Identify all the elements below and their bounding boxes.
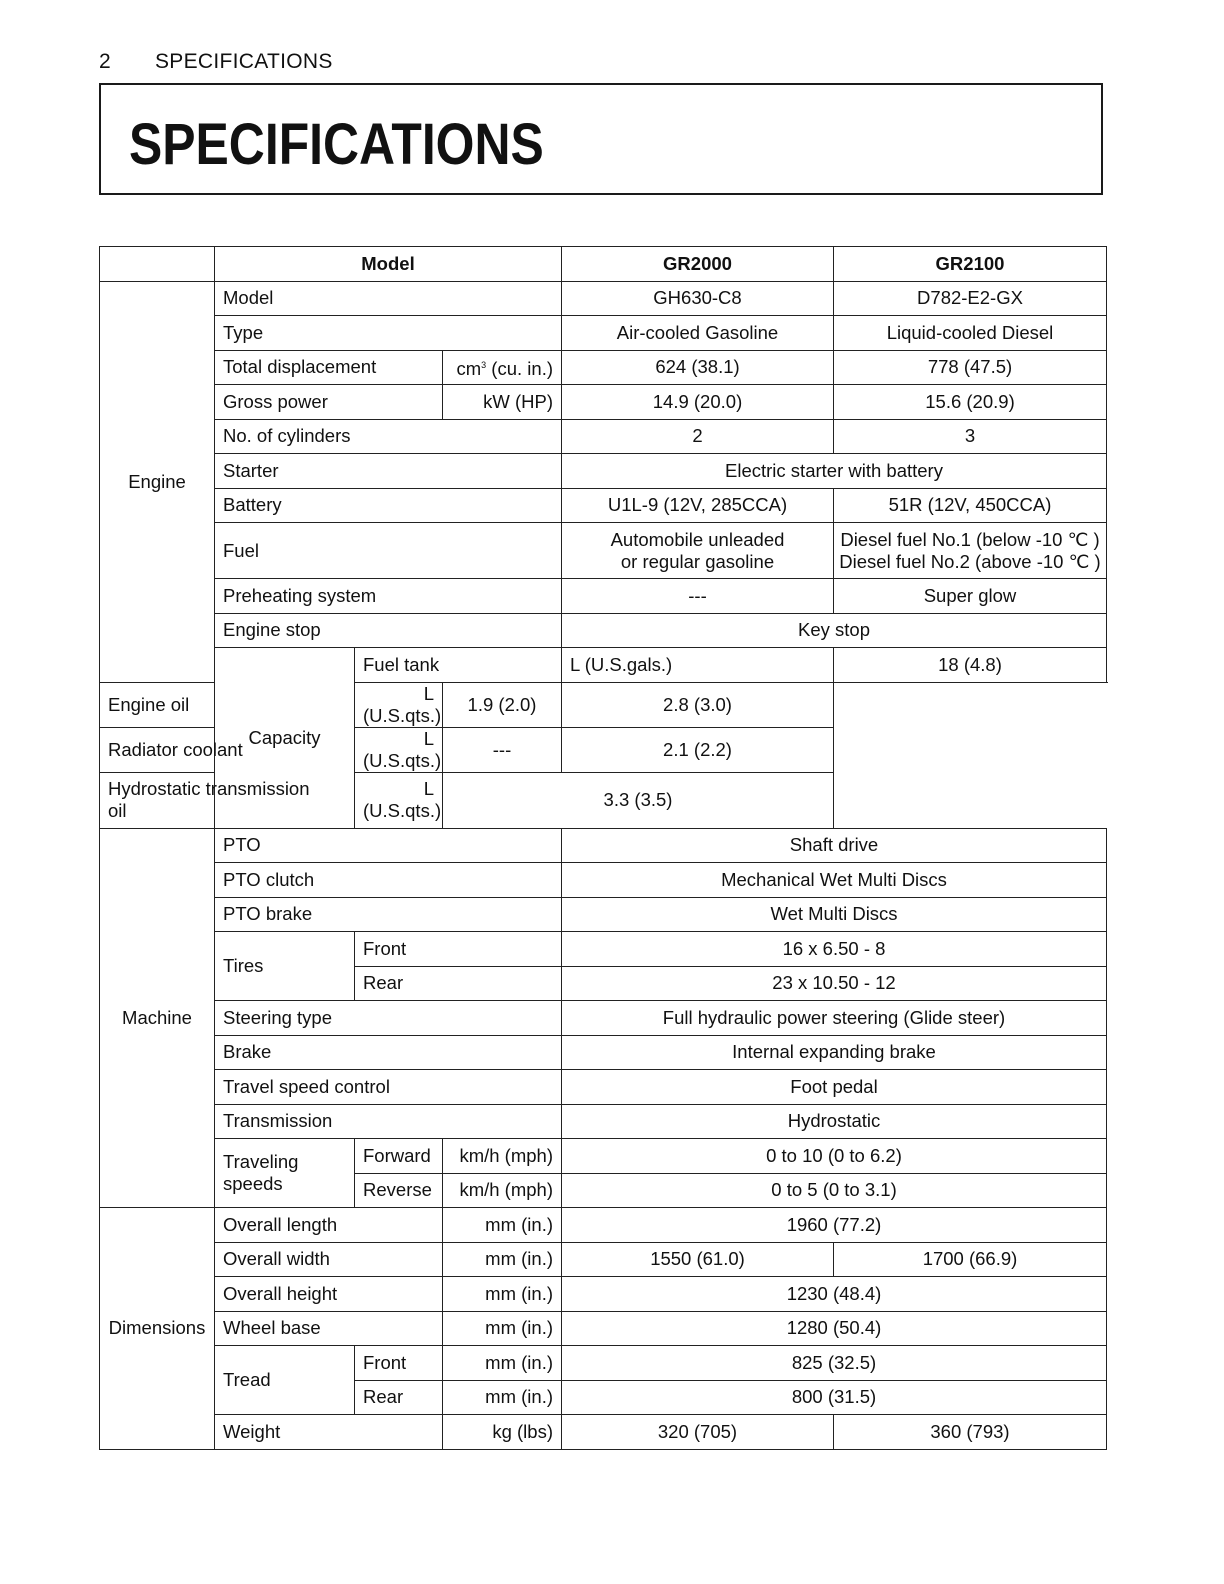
header-blank [100, 247, 215, 282]
cell-value: 1700 (66.9) [834, 1242, 1107, 1277]
cell-value: 3 [834, 419, 1107, 454]
header-gr2000: GR2000 [562, 247, 834, 282]
specifications-table [99, 246, 1107, 1450]
header-gr2100: GR2100 [834, 247, 1107, 282]
table-row [100, 488, 1107, 523]
cell-value: Shaft drive [562, 828, 1107, 863]
table-row [100, 1001, 1107, 1036]
row-label: Traveling speeds [215, 1139, 355, 1208]
cell-value: Mechanical Wet Multi Discs [562, 863, 1107, 898]
cell-value: 15.6 (20.9) [834, 385, 1107, 420]
table-row [100, 316, 1107, 351]
running-header [99, 50, 333, 74]
cell-value: 51R (12V, 450CCA) [834, 488, 1107, 523]
row-label: Overall length [215, 1208, 443, 1243]
row-label: Brake [215, 1035, 562, 1070]
group-machine: Machine [100, 828, 215, 1208]
table-row [100, 281, 1107, 316]
table-row [100, 1070, 1107, 1105]
cell-value: 624 (38.1) [562, 350, 834, 385]
group-capacity: Capacity [215, 648, 355, 829]
table-row [100, 1311, 1107, 1346]
cell-value: 1230 (48.4) [562, 1277, 1107, 1312]
table-row [100, 613, 1107, 648]
cell-value: 14.9 (20.0) [562, 385, 834, 420]
row-unit: mm (in.) [443, 1380, 562, 1415]
row-sublabel: Rear [355, 966, 562, 1001]
cell-value: Internal expanding brake [562, 1035, 1107, 1070]
row-label: Tires [215, 932, 355, 1001]
row-label: Wheel base [215, 1311, 443, 1346]
row-label: Starter [215, 454, 562, 489]
cell-value: Air-cooled Gasoline [562, 316, 834, 351]
cell-value: Super glow [834, 579, 1107, 614]
row-unit: L (U.S.qts.) [355, 682, 443, 727]
row-label: Steering type [215, 1001, 562, 1036]
row-label: Overall width [215, 1242, 443, 1277]
title-box [99, 83, 1103, 195]
table-row [100, 772, 1107, 828]
table-row [100, 1415, 1107, 1450]
row-unit: L (U.S.qts.) [355, 727, 443, 772]
row-unit: km/h (mph) [443, 1139, 562, 1174]
row-unit: km/h (mph) [443, 1173, 562, 1208]
table-row [100, 419, 1107, 454]
table-row [100, 1035, 1107, 1070]
cell-value: D782-E2-GX [834, 281, 1107, 316]
cell-value: U1L-9 (12V, 285CCA) [562, 488, 834, 523]
row-label: Model [215, 281, 562, 316]
table-row [100, 1208, 1107, 1243]
table-row [100, 1139, 1107, 1174]
cell-value: 1280 (50.4) [562, 1311, 1107, 1346]
cell-value: --- [562, 579, 834, 614]
cell-value: 3.3 (3.5) [443, 772, 834, 828]
cell-value: Foot pedal [562, 1070, 1107, 1105]
cell-value: 825 (32.5) [562, 1346, 1107, 1381]
row-sublabel: Forward [355, 1139, 443, 1174]
page-title: SPECIFICATIONS [129, 112, 544, 177]
row-label: Preheating system [215, 579, 562, 614]
cell-value: 2.8 (3.0) [562, 682, 834, 727]
row-unit: L (U.S.qts.) [355, 772, 443, 828]
row-unit: mm (in.) [443, 1346, 562, 1381]
table-row [100, 523, 1107, 579]
cell-value: 360 (793) [834, 1415, 1107, 1450]
row-unit: kW (HP) [443, 385, 562, 420]
row-label: Total displacement [215, 350, 443, 385]
row-sublabel: Front [355, 932, 562, 967]
row-label: Engine oil [100, 682, 355, 727]
table-row [100, 682, 1107, 727]
cell-value: Liquid-cooled Diesel [834, 316, 1107, 351]
page-number: 2 [99, 50, 111, 73]
cell-value: 0 to 10 (0 to 6.2) [562, 1139, 1107, 1174]
cell-value: 0 to 5 (0 to 3.1) [562, 1173, 1107, 1208]
row-label: Overall height [215, 1277, 443, 1312]
cell-value: 1550 (61.0) [562, 1242, 834, 1277]
cell-value: 1.9 (2.0) [443, 682, 562, 727]
group-engine: Engine [100, 281, 215, 682]
row-label: PTO [215, 828, 562, 863]
table-row [100, 1242, 1107, 1277]
row-label: Hydrostatic transmission oil [100, 772, 355, 828]
row-label: PTO clutch [215, 863, 562, 898]
cell-value: 320 (705) [562, 1415, 834, 1450]
row-label: Fuel [215, 523, 562, 579]
cell-value: Full hydraulic power steering (Glide steer) [562, 1001, 1107, 1036]
row-sublabel: Front [355, 1346, 443, 1381]
cell-value: GH630-C8 [562, 281, 834, 316]
row-label: Tread [215, 1346, 355, 1415]
row-sublabel: Rear [355, 1380, 443, 1415]
table-row [100, 1346, 1107, 1381]
cell-value: 778 (47.5) [834, 350, 1107, 385]
table-row [100, 932, 1107, 967]
row-unit: mm (in.) [443, 1311, 562, 1346]
table-row [100, 1104, 1107, 1139]
table-row [100, 579, 1107, 614]
cell-value: Hydrostatic [562, 1104, 1107, 1139]
cell-value: 16 x 6.50 - 8 [562, 932, 1107, 967]
row-unit: $cm^3$ (cu. in.) [443, 350, 562, 385]
cell-value: 2 [562, 419, 834, 454]
table-header-row [100, 247, 1107, 282]
row-label: Battery [215, 488, 562, 523]
cell-value: Diesel fuel No.1 (below -10 ℃ ) Diesel fuel No.2 (above -10 ℃ ) [834, 523, 1107, 579]
table-row [100, 350, 1107, 385]
row-label: Type [215, 316, 562, 351]
cell-value: 2.1 (2.2) [562, 727, 834, 772]
row-label: Radiator coolant [100, 727, 355, 772]
table-row [100, 385, 1107, 420]
row-label: Gross power [215, 385, 443, 420]
table-row [100, 454, 1107, 489]
row-sublabel: Reverse [355, 1173, 443, 1208]
row-label: PTO brake [215, 897, 562, 932]
running-title: SPECIFICATIONS [155, 50, 333, 73]
table-row [100, 828, 1107, 863]
header-model: Model [215, 247, 562, 282]
cell-value: 23 x 10.50 - 12 [562, 966, 1107, 1001]
row-unit: mm (in.) [443, 1208, 562, 1243]
cell-value: --- [443, 727, 562, 772]
row-label: Engine stop [215, 613, 562, 648]
table-row [100, 863, 1107, 898]
cell-value: Automobile unleaded or regular gasoline [562, 523, 834, 579]
cell-value: Wet Multi Discs [562, 897, 1107, 932]
table-row [100, 648, 1107, 683]
table-row [100, 897, 1107, 932]
row-label: Fuel tank [355, 648, 562, 683]
row-unit: mm (in.) [443, 1277, 562, 1312]
row-unit: L (U.S.gals.) [562, 648, 834, 683]
cell-value: Electric starter with battery [562, 454, 1107, 489]
row-unit: mm (in.) [443, 1242, 562, 1277]
row-label: Transmission [215, 1104, 562, 1139]
table-row [100, 1277, 1107, 1312]
row-label: Weight [215, 1415, 443, 1450]
row-label: Travel speed control [215, 1070, 562, 1105]
row-unit: kg (lbs) [443, 1415, 562, 1450]
group-dimensions: Dimensions [100, 1208, 215, 1450]
row-label: No. of cylinders [215, 419, 562, 454]
cell-value: 1960 (77.2) [562, 1208, 1107, 1243]
cell-value: 18 (4.8) [834, 648, 1107, 683]
cell-value: Key stop [562, 613, 1107, 648]
cell-value: 800 (31.5) [562, 1380, 1107, 1415]
